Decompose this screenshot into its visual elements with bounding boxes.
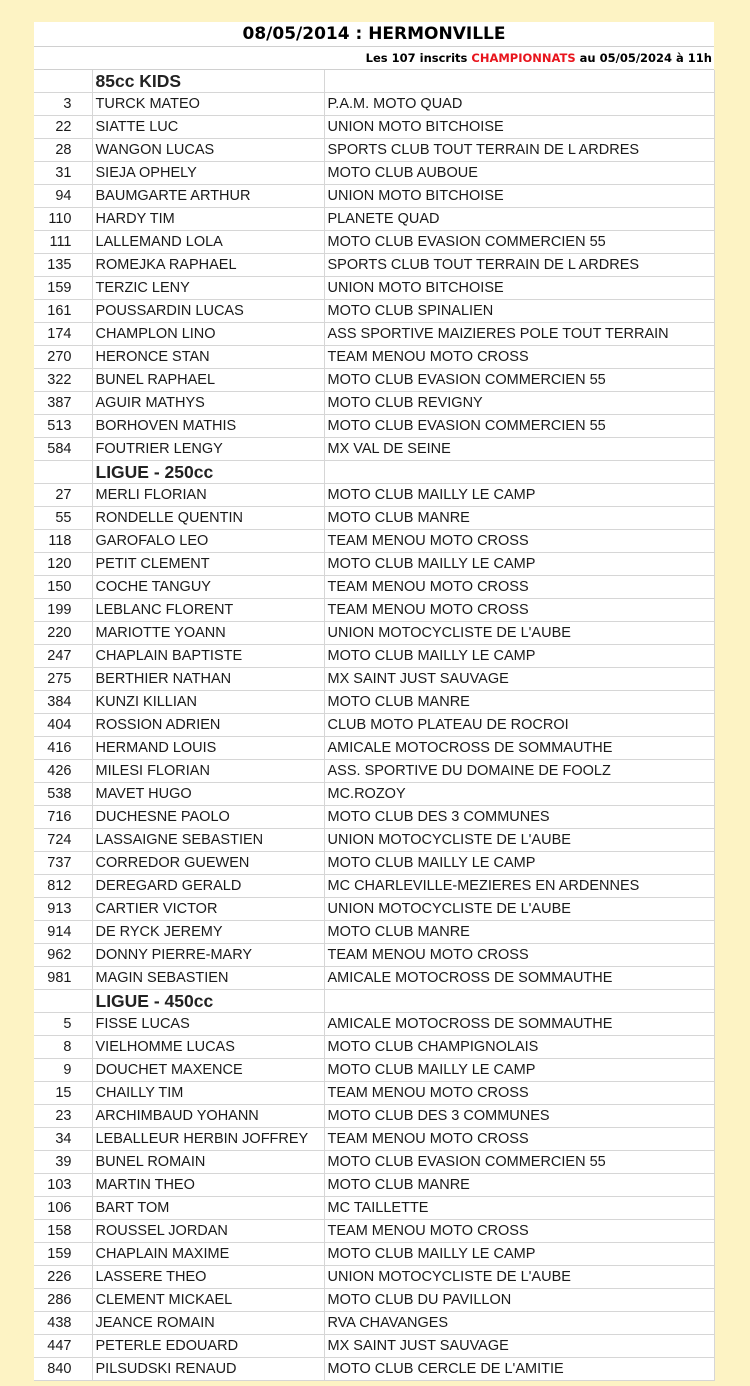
- rider-number: 110: [34, 208, 92, 231]
- table-row: [34, 346, 714, 369]
- rider-number: 39: [34, 1151, 92, 1174]
- rider-name: PETERLE EDOUARD: [92, 1335, 324, 1358]
- table-row: [34, 852, 714, 875]
- rider-name: GAROFALO LEO: [92, 530, 324, 553]
- rider-name: COCHE TANGUY: [92, 576, 324, 599]
- rider-name: CHAPLAIN BAPTISTE: [92, 645, 324, 668]
- entries-table: [34, 70, 715, 1381]
- rider-name: CHAILLY TIM: [92, 1082, 324, 1105]
- rider-name: BORHOVEN MATHIS: [92, 415, 324, 438]
- club-name: P.A.M. MOTO QUAD: [324, 93, 714, 116]
- table-row: [34, 829, 714, 852]
- club-name: ASS. SPORTIVE DU DOMAINE DE FOOLZ: [324, 760, 714, 783]
- rider-number: 174: [34, 323, 92, 346]
- club-name: TEAM MENOU MOTO CROSS: [324, 944, 714, 967]
- club-name: MOTO CLUB EVASION COMMERCIEN 55: [324, 1151, 714, 1174]
- rider-number: 737: [34, 852, 92, 875]
- table-row: [34, 208, 714, 231]
- club-name: AMICALE MOTOCROSS DE SOMMAUTHE: [324, 737, 714, 760]
- club-name: MOTO CLUB MAILLY LE CAMP: [324, 553, 714, 576]
- club-name: UNION MOTOCYCLISTE DE L'AUBE: [324, 622, 714, 645]
- rider-name: TERZIC LENY: [92, 277, 324, 300]
- table-row: [34, 1151, 714, 1174]
- rider-name: MERLI FLORIAN: [92, 484, 324, 507]
- table-row: [34, 1220, 714, 1243]
- rider-name: DEREGARD GERALD: [92, 875, 324, 898]
- club-name: MC TAILLETTE: [324, 1197, 714, 1220]
- rider-name: POUSSARDIN LUCAS: [92, 300, 324, 323]
- rider-number: 150: [34, 576, 92, 599]
- table-row: [34, 300, 714, 323]
- rider-number: 962: [34, 944, 92, 967]
- rider-number: 247: [34, 645, 92, 668]
- table-row: [34, 254, 714, 277]
- club-name: TEAM MENOU MOTO CROSS: [324, 599, 714, 622]
- rider-name: VIELHOMME LUCAS: [92, 1036, 324, 1059]
- club-name: UNION MOTO BITCHOISE: [324, 185, 714, 208]
- rider-name: LALLEMAND LOLA: [92, 231, 324, 254]
- club-name: UNION MOTOCYCLISTE DE L'AUBE: [324, 829, 714, 852]
- rider-name: BUNEL RAPHAEL: [92, 369, 324, 392]
- table-row: [34, 415, 714, 438]
- rider-number: 286: [34, 1289, 92, 1312]
- rider-number: 840: [34, 1358, 92, 1381]
- rider-number: 158: [34, 1220, 92, 1243]
- category-header-row: [34, 461, 714, 484]
- rider-name: MARTIN THEO: [92, 1174, 324, 1197]
- table-row: [34, 599, 714, 622]
- table-row: [34, 691, 714, 714]
- rider-number: 387: [34, 392, 92, 415]
- rider-number: 161: [34, 300, 92, 323]
- rider-number: 159: [34, 1243, 92, 1266]
- table-row: [34, 93, 714, 116]
- rider-number: 384: [34, 691, 92, 714]
- rider-name: CHAMPLON LINO: [92, 323, 324, 346]
- rider-number: 106: [34, 1197, 92, 1220]
- table-row: [34, 323, 714, 346]
- rider-number: 5: [34, 1013, 92, 1036]
- rider-name: DONNY PIERRE-MARY: [92, 944, 324, 967]
- table-row: [34, 645, 714, 668]
- rider-number: 15: [34, 1082, 92, 1105]
- rider-number: 103: [34, 1174, 92, 1197]
- rider-name: BERTHIER NATHAN: [92, 668, 324, 691]
- table-row: [34, 277, 714, 300]
- rider-number: 8: [34, 1036, 92, 1059]
- rider-name: AGUIR MATHYS: [92, 392, 324, 415]
- club-name: CLUB MOTO PLATEAU DE ROCROI: [324, 714, 714, 737]
- table-row: [34, 1059, 714, 1082]
- table-row: [34, 668, 714, 691]
- table-row: [34, 1243, 714, 1266]
- category-header-row: [34, 70, 714, 93]
- club-name: MOTO CLUB MANRE: [324, 921, 714, 944]
- rider-number: 812: [34, 875, 92, 898]
- rider-number: 913: [34, 898, 92, 921]
- table-row: [34, 1105, 714, 1128]
- table-row: [34, 484, 714, 507]
- club-name: TEAM MENOU MOTO CROSS: [324, 1128, 714, 1151]
- club-name: TEAM MENOU MOTO CROSS: [324, 1082, 714, 1105]
- club-name: MOTO CLUB REVIGNY: [324, 392, 714, 415]
- rider-name: CARTIER VICTOR: [92, 898, 324, 921]
- rider-name: ROSSION ADRIEN: [92, 714, 324, 737]
- club-name: MOTO CLUB MANRE: [324, 1174, 714, 1197]
- table-row: [34, 392, 714, 415]
- table-row: [34, 1174, 714, 1197]
- table-row: [34, 1358, 714, 1381]
- rider-number: 270: [34, 346, 92, 369]
- rider-number: 538: [34, 783, 92, 806]
- table-row: [34, 185, 714, 208]
- table-row: [34, 622, 714, 645]
- rider-name: FISSE LUCAS: [92, 1013, 324, 1036]
- subtitle-prefix: Les 107 inscrits: [365, 51, 472, 65]
- rider-number: 3: [34, 93, 92, 116]
- rider-number: 23: [34, 1105, 92, 1128]
- club-name: UNION MOTOCYCLISTE DE L'AUBE: [324, 898, 714, 921]
- table-row: [34, 576, 714, 599]
- registration-sheet: [34, 22, 714, 1381]
- rider-number: 322: [34, 369, 92, 392]
- category-header-row: [34, 990, 714, 1013]
- rider-number: 220: [34, 622, 92, 645]
- rider-name: LASSAIGNE SEBASTIEN: [92, 829, 324, 852]
- table-row: [34, 1312, 714, 1335]
- rider-number: 438: [34, 1312, 92, 1335]
- club-name: MOTO CLUB SPINALIEN: [324, 300, 714, 323]
- club-name: MOTO CLUB EVASION COMMERCIEN 55: [324, 231, 714, 254]
- club-name: MOTO CLUB CERCLE DE L'AMITIE: [324, 1358, 714, 1381]
- page-title: 08/05/2014 : HERMONVILLE: [34, 22, 714, 47]
- category-empty-cell: [324, 461, 714, 484]
- table-row: [34, 760, 714, 783]
- rider-name: CLEMENT MICKAEL: [92, 1289, 324, 1312]
- rider-number: 135: [34, 254, 92, 277]
- club-name: MC.ROZOY: [324, 783, 714, 806]
- table-row: [34, 737, 714, 760]
- rider-name: HERMAND LOUIS: [92, 737, 324, 760]
- club-name: MOTO CLUB MAILLY LE CAMP: [324, 645, 714, 668]
- club-name: MOTO CLUB DU PAVILLON: [324, 1289, 714, 1312]
- rider-name: RONDELLE QUENTIN: [92, 507, 324, 530]
- rider-name: HARDY TIM: [92, 208, 324, 231]
- rider-number: 416: [34, 737, 92, 760]
- table-row: [34, 1266, 714, 1289]
- table-row: [34, 875, 714, 898]
- table-row: [34, 1036, 714, 1059]
- rider-name: JEANCE ROMAIN: [92, 1312, 324, 1335]
- rider-number: 27: [34, 484, 92, 507]
- club-name: PLANETE QUAD: [324, 208, 714, 231]
- rider-number: 513: [34, 415, 92, 438]
- rider-name: BUNEL ROMAIN: [92, 1151, 324, 1174]
- club-name: MOTO CLUB MANRE: [324, 691, 714, 714]
- rider-name: LEBALLEUR HERBIN JOFFREY: [92, 1128, 324, 1151]
- rider-number: 199: [34, 599, 92, 622]
- rider-number: 404: [34, 714, 92, 737]
- table-row: [34, 1013, 714, 1036]
- club-name: MOTO CLUB MAILLY LE CAMP: [324, 1059, 714, 1082]
- club-name: MOTO CLUB EVASION COMMERCIEN 55: [324, 415, 714, 438]
- table-row: [34, 967, 714, 990]
- table-row: [34, 714, 714, 737]
- club-name: MOTO CLUB AUBOUE: [324, 162, 714, 185]
- rider-number: 159: [34, 277, 92, 300]
- rider-name: BART TOM: [92, 1197, 324, 1220]
- rider-number: 9: [34, 1059, 92, 1082]
- club-name: UNION MOTO BITCHOISE: [324, 116, 714, 139]
- table-row: [34, 369, 714, 392]
- club-name: TEAM MENOU MOTO CROSS: [324, 576, 714, 599]
- rider-name: PILSUDSKI RENAUD: [92, 1358, 324, 1381]
- table-row: [34, 898, 714, 921]
- rider-name: DOUCHET MAXENCE: [92, 1059, 324, 1082]
- club-name: UNION MOTO BITCHOISE: [324, 277, 714, 300]
- table-row: [34, 921, 714, 944]
- club-name: TEAM MENOU MOTO CROSS: [324, 1220, 714, 1243]
- rider-name: DUCHESNE PAOLO: [92, 806, 324, 829]
- rider-name: ARCHIMBAUD YOHANN: [92, 1105, 324, 1128]
- rider-number: 118: [34, 530, 92, 553]
- club-name: MOTO CLUB DES 3 COMMUNES: [324, 1105, 714, 1128]
- rider-name: TURCK MATEO: [92, 93, 324, 116]
- rider-name: BAUMGARTE ARTHUR: [92, 185, 324, 208]
- rider-number: 724: [34, 829, 92, 852]
- club-name: MOTO CLUB MANRE: [324, 507, 714, 530]
- club-name: MOTO CLUB EVASION COMMERCIEN 55: [324, 369, 714, 392]
- club-name: MOTO CLUB CHAMPIGNOLAIS: [324, 1036, 714, 1059]
- entries-table-body: [34, 70, 714, 1381]
- rider-number: 22: [34, 116, 92, 139]
- table-row: [34, 944, 714, 967]
- club-name: MOTO CLUB DES 3 COMMUNES: [324, 806, 714, 829]
- rider-number: 55: [34, 507, 92, 530]
- rider-number: 226: [34, 1266, 92, 1289]
- rider-number: 981: [34, 967, 92, 990]
- club-name: MX VAL DE SEINE: [324, 438, 714, 461]
- subtitle: [34, 47, 714, 70]
- table-row: [34, 553, 714, 576]
- rider-number: 426: [34, 760, 92, 783]
- table-row: [34, 438, 714, 461]
- rider-number: 584: [34, 438, 92, 461]
- club-name: AMICALE MOTOCROSS DE SOMMAUTHE: [324, 1013, 714, 1036]
- rider-name: HERONCE STAN: [92, 346, 324, 369]
- rider-name: LASSERE THEO: [92, 1266, 324, 1289]
- club-name: MOTO CLUB MAILLY LE CAMP: [324, 484, 714, 507]
- table-row: [34, 806, 714, 829]
- rider-number: 111: [34, 231, 92, 254]
- rider-name: MARIOTTE YOANN: [92, 622, 324, 645]
- rider-number: 120: [34, 553, 92, 576]
- club-name: MOTO CLUB MAILLY LE CAMP: [324, 1243, 714, 1266]
- rider-name: CHAPLAIN MAXIME: [92, 1243, 324, 1266]
- category-label: 85cc KIDS: [92, 70, 324, 93]
- rider-name: ROMEJKA RAPHAEL: [92, 254, 324, 277]
- club-name: ASS SPORTIVE MAIZIERES POLE TOUT TERRAIN: [324, 323, 714, 346]
- rider-name: SIATTE LUC: [92, 116, 324, 139]
- table-row: [34, 231, 714, 254]
- table-row: [34, 507, 714, 530]
- table-row: [34, 1197, 714, 1220]
- rider-name: LEBLANC FLORENT: [92, 599, 324, 622]
- table-row: [34, 1128, 714, 1151]
- table-row: [34, 162, 714, 185]
- category-empty-cell: [34, 461, 92, 484]
- club-name: TEAM MENOU MOTO CROSS: [324, 530, 714, 553]
- club-name: MX SAINT JUST SAUVAGE: [324, 668, 714, 691]
- rider-name: KUNZI KILLIAN: [92, 691, 324, 714]
- table-row: [34, 1289, 714, 1312]
- club-name: SPORTS CLUB TOUT TERRAIN DE L ARDRES: [324, 139, 714, 162]
- rider-number: 716: [34, 806, 92, 829]
- rider-name: MAGIN SEBASTIEN: [92, 967, 324, 990]
- rider-number: 447: [34, 1335, 92, 1358]
- rider-number: 914: [34, 921, 92, 944]
- table-row: [34, 530, 714, 553]
- club-name: MOTO CLUB MAILLY LE CAMP: [324, 852, 714, 875]
- rider-number: 31: [34, 162, 92, 185]
- category-empty-cell: [324, 70, 714, 93]
- club-name: UNION MOTOCYCLISTE DE L'AUBE: [324, 1266, 714, 1289]
- table-row: [34, 139, 714, 162]
- category-empty-cell: [34, 70, 92, 93]
- table-row: [34, 116, 714, 139]
- rider-name: DE RYCK JEREMY: [92, 921, 324, 944]
- table-row: [34, 1335, 714, 1358]
- rider-name: FOUTRIER LENGY: [92, 438, 324, 461]
- subtitle-highlight: CHAMPIONNATS: [471, 51, 576, 65]
- rider-number: 94: [34, 185, 92, 208]
- rider-number: 275: [34, 668, 92, 691]
- subtitle-suffix: au 05/05/2024 à 11h: [575, 51, 712, 65]
- rider-name: CORREDOR GUEWEN: [92, 852, 324, 875]
- category-label: LIGUE - 450cc: [92, 990, 324, 1013]
- rider-name: WANGON LUCAS: [92, 139, 324, 162]
- club-name: AMICALE MOTOCROSS DE SOMMAUTHE: [324, 967, 714, 990]
- club-name: SPORTS CLUB TOUT TERRAIN DE L ARDRES: [324, 254, 714, 277]
- club-name: RVA CHAVANGES: [324, 1312, 714, 1335]
- category-label: LIGUE - 250cc: [92, 461, 324, 484]
- rider-name: MILESI FLORIAN: [92, 760, 324, 783]
- table-row: [34, 1082, 714, 1105]
- rider-name: ROUSSEL JORDAN: [92, 1220, 324, 1243]
- category-empty-cell: [324, 990, 714, 1013]
- rider-name: SIEJA OPHELY: [92, 162, 324, 185]
- rider-name: MAVET HUGO: [92, 783, 324, 806]
- rider-number: 28: [34, 139, 92, 162]
- rider-number: 34: [34, 1128, 92, 1151]
- club-name: TEAM MENOU MOTO CROSS: [324, 346, 714, 369]
- club-name: MX SAINT JUST SAUVAGE: [324, 1335, 714, 1358]
- category-empty-cell: [34, 990, 92, 1013]
- club-name: MC CHARLEVILLE-MEZIERES EN ARDENNES: [324, 875, 714, 898]
- table-row: [34, 783, 714, 806]
- rider-name: PETIT CLEMENT: [92, 553, 324, 576]
